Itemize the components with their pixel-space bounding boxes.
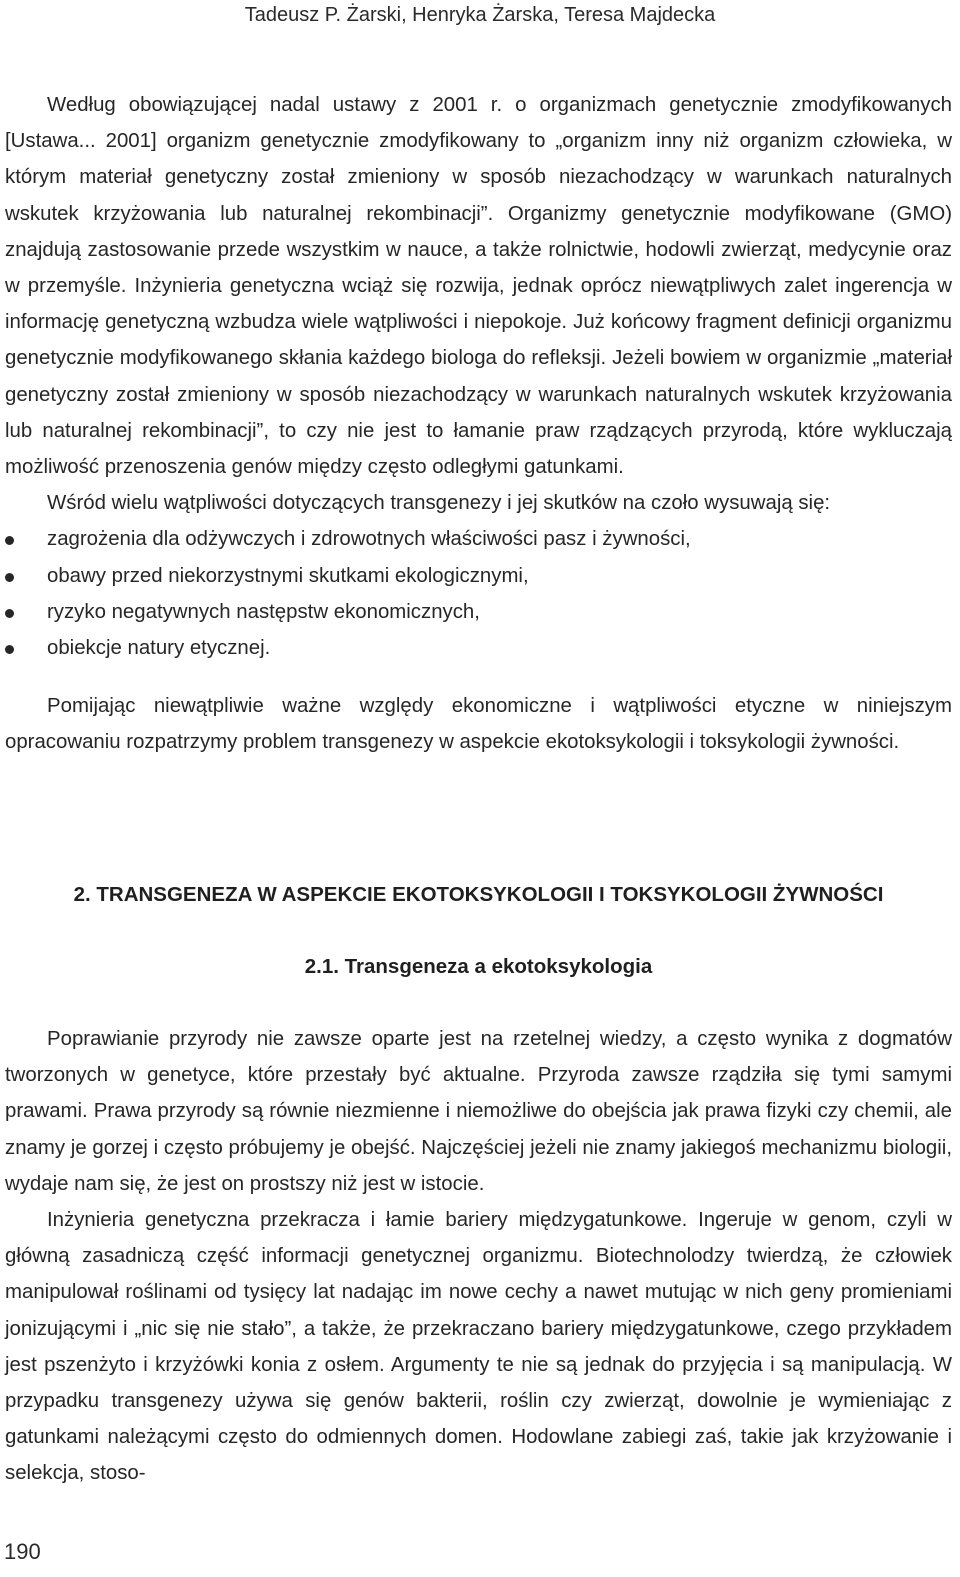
- running-header-authors: Tadeusz P. Żarski, Henryka Żarska, Teresa Majdecka: [244, 4, 716, 26]
- list-item: [5, 594, 952, 630]
- bullet-icon: [5, 573, 14, 582]
- list-item-text: zagrożenia dla odżywczych i zdrowotnych właściwości pasz i żywności,: [47, 528, 691, 551]
- list-lead-sentence: Wśród wielu wątpliwości dotyczących transgenezy i jej skutków na czoło wysuwają się:: [47, 492, 831, 515]
- page-number: 190: [4, 1539, 41, 1564]
- section-paragraph-2: Inżynieria genetyczna przekracza i łamie bariery międzygatunkowe. Ingeruje w genom, czyli w główną zasadniczą część informacji genetycznej organizmu. Biotechnolodzy twierdzą, że człowiek manipulował roślinami od tysięcy lat nadając im nowe cechy a nawet mutując w nich geny promieniami jonizującymi i „nic się nie stało”, a także, że przekraczano bariery międzygatunkowe, czego przykładem jest pszenżyto i krzyżówki konia z osłem. Argumenty te nie są jednak do przyjęcia i są manipulacją. W przypadku transgenezy używa się genów bakterii, roślin czy zwierząt, dowolnie je wymieniając z gatunkami należącymi często do odmiennych domen. Hodowlane zabiegi zaś, takie jak krzyżowanie i selekcja, stoso-: [5, 1209, 952, 1485]
- intro-body: [5, 87, 952, 761]
- intro-paragraph-2: Pomijając niewątpliwie ważne względy ekonomiczne i wątpliwości etyczne w niniejszym opracowaniu rozpatrzymy problem transgenezy w aspekcie ekotoksykologii i toksykologii żywności.: [5, 695, 952, 754]
- list-item: [5, 558, 952, 594]
- section-heading: 2. TRANSGENEZA W ASPEKCIE EKOTOKSYKOLOGII I TOKSYKOLOGII ŻYWNOŚCI: [73, 883, 884, 906]
- concerns-bullet-list: [5, 521, 952, 666]
- list-item-text: obiekcje natury etycznej.: [47, 637, 271, 660]
- bullet-icon: [5, 536, 14, 545]
- subsection-heading: 2.1. Transgeneza a ekotoksykologia: [304, 955, 653, 978]
- list-item-text: ryzyko negatywnych następstw ekonomicznych,: [47, 600, 480, 623]
- section-body: [5, 1021, 952, 1492]
- list-item-text: obawy przed niekorzystnymi skutkami ekologicznymi,: [47, 564, 529, 587]
- intro-paragraph-1: Według obowiązującej nadal ustawy z 2001 r. o organizmach genetycznie zmodyfikowanych [Ustawa... 2001] organizm genetycznie zmodyfikowany to „organizm inny niż organizm człowieka, w którym materiał genetyczny został zmieniony w sposób niezachodzący w warunkach naturalnych wskutek krzyżowania lub naturalnej rekombinacji”. Organizmy genetycznie modyfikowane (GMO) znajdują zastosowanie przede wszystkim w nauce, a także rolnictwie, hodowli zwierząt, medycynie oraz w przemyśle. Inżynieria genetyczna wciąż się rozwija, jednak oprócz niewątpliwych zalet ingerencja w informację genetyczną wzbudza wiele wątpliwości i niepokoje. Już końcowy fragment definicji organizmu genetycznie modyfikowanego skłania każdego biologa do refleksji. Jeżeli bowiem w organizmie „materiał genetyczny został zmieniony w sposób niezachodzący w warunkach naturalnych wskutek krzyżowania lub naturalnej rekombinacji”, to czy nie jest to łamanie praw rządzących przyrodą, które wykluczają możliwość przenoszenia genów między często odległymi gatunkami.: [5, 94, 952, 479]
- bullet-icon: [5, 645, 14, 654]
- bullet-icon: [5, 609, 14, 618]
- section-paragraph-1: Poprawianie przyrody nie zawsze oparte jest na rzetelnej wiedzy, a często wynika z dogmatów tworzonych w genetyce, które przestały być aktualne. Przyroda zawsze rządziła się tymi samymi prawami. Prawa przyrody są równie niezmienne i niemożliwe do obejścia jak prawa fizyki czy chemii, ale znamy je gorzej i często próbujemy je obejść. Najczęściej jeżeli nie znamy jakiegoś mechanizmu biologii, wydaje nam się, że jest on prostszy niż jest w istocie.: [5, 1028, 952, 1195]
- list-item: [5, 521, 952, 557]
- list-item: [5, 630, 952, 666]
